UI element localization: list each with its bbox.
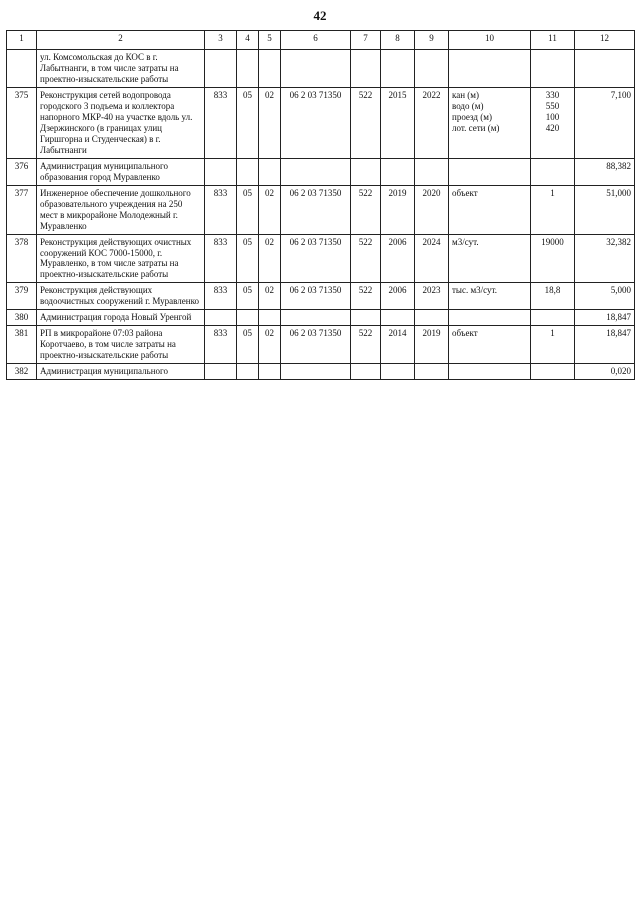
cell-col-4	[237, 50, 259, 88]
cell-col-10	[449, 283, 531, 310]
cell-col-2: Инженерное обеспечение дошкольного образовательного учреждения на 250 мест в микрорайоне Молодежный г. Муравленко	[37, 185, 205, 234]
cell-col-10	[449, 87, 531, 158]
cell-line: объект	[452, 328, 478, 339]
cell-col-3: 833	[205, 234, 237, 283]
cell-col-1: 376	[7, 158, 37, 185]
cell-col-12	[575, 50, 635, 88]
cell-col-11	[531, 50, 575, 88]
cell-col-5	[259, 364, 281, 380]
cell-line: 550	[545, 100, 560, 111]
cell-col-12: 0,020	[575, 364, 635, 380]
cell-col-10	[449, 234, 531, 283]
table-row	[7, 234, 635, 283]
table-row	[7, 283, 635, 310]
cell-col-6	[281, 310, 351, 326]
cell-line: 1	[550, 187, 555, 198]
column-header-10: 10	[449, 31, 531, 50]
cell-col-11	[531, 234, 575, 283]
cell-col-6	[281, 364, 351, 380]
cell-col-1	[7, 50, 37, 88]
cell-col-4	[237, 310, 259, 326]
cell-col-11	[531, 158, 575, 185]
cell-col-7: 522	[351, 283, 381, 310]
cell-col-8: 2019	[381, 185, 415, 234]
cell-col-1: 382	[7, 364, 37, 380]
cell-col-5: 02	[259, 87, 281, 158]
table-row	[7, 158, 635, 185]
cell-col-5: 02	[259, 234, 281, 283]
cell-col-9	[415, 50, 449, 88]
cell-col-5	[259, 158, 281, 185]
cell-line: тыс. м3/сут.	[452, 285, 498, 296]
cell-col-8	[381, 158, 415, 185]
cell-col-9: 2019	[415, 326, 449, 364]
cell-col-2: Администрация города Новый Уренгой	[37, 310, 205, 326]
cell-col-7	[351, 50, 381, 88]
cell-col-11	[531, 364, 575, 380]
cell-col-2: Реконструкция сетей водопровода городского 3 подъема и коллектора напорного МКР-40 на участке вдоль ул. Дзержинского (в границах улиц Гиршгорна и Студенческая) в г. Лабытнанги	[37, 87, 205, 158]
cell-col-9: 2024	[415, 234, 449, 283]
page-number: 42	[313, 8, 327, 23]
cell-col-4: 05	[237, 283, 259, 310]
cell-col-8	[381, 50, 415, 88]
cell-col-11	[531, 283, 575, 310]
cell-col-9: 2022	[415, 87, 449, 158]
cell-col-12: 18,847	[575, 326, 635, 364]
cell-col-3: 833	[205, 326, 237, 364]
cell-col-5: 02	[259, 326, 281, 364]
cell-line: 1	[550, 328, 555, 339]
cell-col-9: 2020	[415, 185, 449, 234]
column-header-12: 12	[575, 31, 635, 50]
cell-col-4	[237, 158, 259, 185]
cell-col-12: 7,100	[575, 87, 635, 158]
cell-col-11	[531, 87, 575, 158]
cell-col-10	[449, 310, 531, 326]
cell-col-6: 06 2 03 71350	[281, 185, 351, 234]
cell-col-6: 06 2 03 71350	[281, 234, 351, 283]
column-header-6: 6	[281, 31, 351, 50]
cell-col-4: 05	[237, 234, 259, 283]
column-header-11: 11	[531, 31, 575, 50]
table-row	[7, 364, 635, 380]
table-row	[7, 326, 635, 364]
cell-col-3	[205, 158, 237, 185]
cell-line: объект	[452, 187, 478, 198]
cell-col-7: 522	[351, 185, 381, 234]
cell-col-11	[531, 185, 575, 234]
cell-col-9	[415, 158, 449, 185]
column-header-3: 3	[205, 31, 237, 50]
cell-col-10	[449, 158, 531, 185]
cell-col-12: 5,000	[575, 283, 635, 310]
budget-table	[6, 30, 635, 380]
cell-col-11	[531, 310, 575, 326]
cell-col-1: 380	[7, 310, 37, 326]
cell-col-8: 2014	[381, 326, 415, 364]
cell-col-2: Реконструкция действующих водоочистных сооружений г. Муравленко	[37, 283, 205, 310]
cell-col-2: ул. Комсомольская до КОС в г. Лабытнанги, в том числе затраты на проектно-изыскательские работы	[37, 50, 205, 88]
table-row	[7, 87, 635, 158]
cell-col-11	[531, 326, 575, 364]
cell-col-7	[351, 364, 381, 380]
cell-col-2: Администрация муниципального	[37, 364, 205, 380]
table-row	[7, 50, 635, 88]
cell-col-5: 02	[259, 185, 281, 234]
table-row	[7, 185, 635, 234]
cell-col-7: 522	[351, 87, 381, 158]
cell-line: проезд (м)	[452, 111, 492, 122]
cell-col-7: 522	[351, 234, 381, 283]
cell-col-5: 02	[259, 283, 281, 310]
column-header-8: 8	[381, 31, 415, 50]
column-header-9: 9	[415, 31, 449, 50]
cell-col-10	[449, 364, 531, 380]
cell-line: 18,8	[544, 285, 561, 296]
cell-col-9: 2023	[415, 283, 449, 310]
table-body	[7, 50, 635, 380]
cell-col-3: 833	[205, 283, 237, 310]
cell-col-6: 06 2 03 71350	[281, 87, 351, 158]
cell-col-3: 833	[205, 185, 237, 234]
cell-col-2: РП в микрорайоне 07:03 района Коротчаево, в том числе затраты на проектно-изыскательские работы	[37, 326, 205, 364]
cell-line: водо (м)	[452, 100, 484, 111]
cell-col-8: 2006	[381, 283, 415, 310]
column-header-7: 7	[351, 31, 381, 50]
cell-col-7	[351, 310, 381, 326]
cell-line: 100	[545, 111, 560, 122]
column-header-2: 2	[37, 31, 205, 50]
cell-col-8: 2006	[381, 234, 415, 283]
cell-col-10	[449, 326, 531, 364]
column-header-4: 4	[237, 31, 259, 50]
cell-col-1: 378	[7, 234, 37, 283]
cell-col-1: 379	[7, 283, 37, 310]
cell-col-7: 522	[351, 326, 381, 364]
cell-col-12: 88,382	[575, 158, 635, 185]
cell-col-4: 05	[237, 87, 259, 158]
cell-line: 19000	[541, 236, 564, 247]
cell-col-1: 377	[7, 185, 37, 234]
cell-col-12: 18,847	[575, 310, 635, 326]
cell-col-2: Реконструкция действующих очистных сооружений КОС 7000-15000, г. Муравленко, в том числе затраты на проектно-изыскательские работы	[37, 234, 205, 283]
cell-col-5	[259, 310, 281, 326]
cell-col-4: 05	[237, 185, 259, 234]
header-row	[7, 31, 635, 50]
cell-col-3: 833	[205, 87, 237, 158]
cell-col-6: 06 2 03 71350	[281, 326, 351, 364]
cell-col-7	[351, 158, 381, 185]
cell-line: 330	[545, 89, 560, 100]
cell-line: лот. сети (м)	[452, 122, 500, 133]
cell-col-12: 32,382	[575, 234, 635, 283]
cell-col-8: 2015	[381, 87, 415, 158]
cell-col-8	[381, 310, 415, 326]
cell-line: кан (м)	[452, 89, 479, 100]
cell-col-3	[205, 310, 237, 326]
cell-line: 420	[545, 122, 560, 133]
cell-col-2: Администрация муниципального образования город Муравленко	[37, 158, 205, 185]
column-header-5: 5	[259, 31, 281, 50]
cell-col-3	[205, 50, 237, 88]
cell-col-8	[381, 364, 415, 380]
cell-col-10	[449, 185, 531, 234]
cell-line: м3/сут.	[452, 236, 479, 247]
cell-col-10	[449, 50, 531, 88]
cell-col-6: 06 2 03 71350	[281, 283, 351, 310]
cell-col-4	[237, 364, 259, 380]
cell-col-1: 381	[7, 326, 37, 364]
cell-col-12: 51,000	[575, 185, 635, 234]
cell-col-6	[281, 50, 351, 88]
cell-col-9	[415, 364, 449, 380]
table-row	[7, 310, 635, 326]
cell-col-5	[259, 50, 281, 88]
cell-col-4: 05	[237, 326, 259, 364]
cell-col-3	[205, 364, 237, 380]
cell-col-1: 375	[7, 87, 37, 158]
cell-col-9	[415, 310, 449, 326]
cell-col-6	[281, 158, 351, 185]
column-header-1: 1	[7, 31, 37, 50]
